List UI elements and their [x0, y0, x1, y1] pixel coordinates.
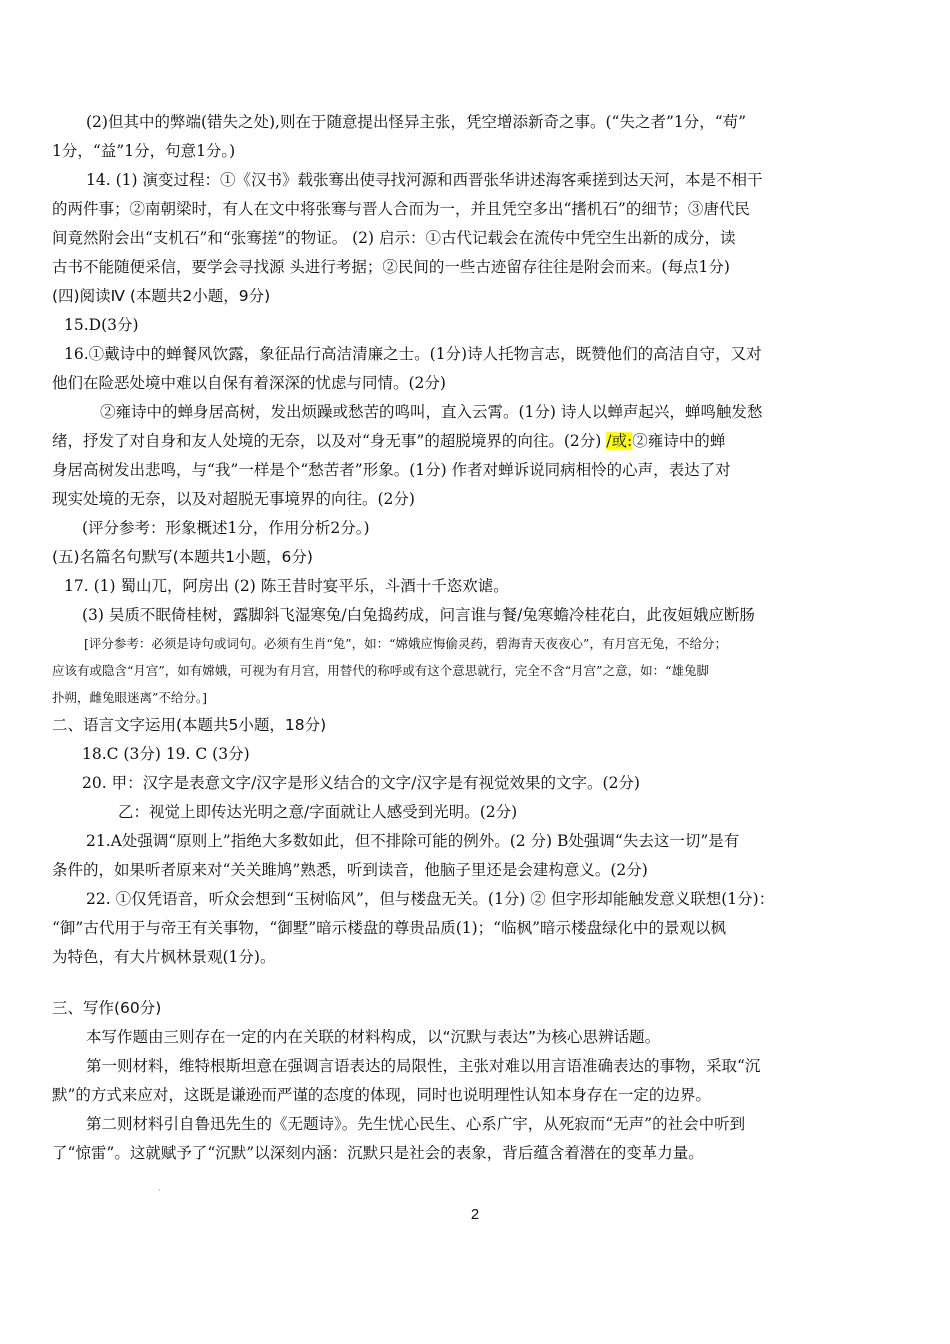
answer-13-part2-line1: (2)但其中的弊端(错失之处),则在于随意提出怪异主张，凭空增添新奇之事。(“失之者”1分，“苟” [86, 113, 747, 131]
answer-20-line2: 乙：视觉上即传达光明之意/字面就让人感受到光明。(2分) [118, 803, 518, 821]
answer-15: 15.D(3分) [64, 316, 139, 334]
answer-14-line4: 古书不能随便采信，要学会寻找源 头进行考据；②民间的一些古迹留存往往是附会而来。(每点1分) [52, 258, 730, 276]
answer-16-line4 [52, 427, 892, 456]
answer-14-line3: 间竟然附会出“支机石”和“张骞搓”的物证。 (2) 启示：①古代记载会在流传中凭空生出新的成分，读 [52, 229, 736, 247]
writing-material-2-line2: 了“惊雷”。这就赋予了“沉默”以深刻内涵：沉默只是社会的表象，背后蕴含着潜在的变革力量。 [52, 1144, 704, 1162]
writing-material-1-line2: 默”的方式来应对，这既是谦逊而严谨的态度的体现，同时也说明理性认知本身存在一定的边界。 [52, 1086, 711, 1104]
answer-16-line4-b: ②雍诗中的蝉 [632, 432, 726, 450]
answer-17-note-line1: [评分参考：必须是诗句或词句。必须有生肖“兔”，如：“嫦娥应悔偷灵药，碧海青天夜夜心”，有月宫无兔，不给分； [84, 636, 727, 651]
answer-22-line1: 22. ①仅凭语音，听众会想到“玉树临风”，但与楼盘无关。(1分) ② 但字形却能触发意义联想(1分)： [86, 890, 775, 908]
writing-material-1-line1: 第一则材料，维特根斯坦意在强调言语表达的局限性，主张对难以用言语准确表达的事物，采取“沉 [86, 1057, 761, 1075]
answer-22-line3: 为特色，有大片枫林景观(1分)。 [52, 948, 276, 966]
answer-17-line1: 17. (1) 蜀山兀，阿房出 (2) 陈王昔时宴平乐，斗酒十千恣欢谑。 [64, 577, 509, 595]
answer-16-line6: 现实处境的无奈，以及对超脱无事境界的向往。(2分) [52, 490, 415, 508]
answer-16-scoring-note: (评分参考：形象概述1分，作用分析2分。) [82, 519, 370, 537]
page-number: 2 [470, 1206, 480, 1223]
answer-18-19: 18.C (3分) 19. C (3分) [82, 745, 250, 763]
highlighted-alternative-marker: /或: [606, 432, 633, 450]
writing-material-2-line1: 第二则材料引自鲁迅先生的《无题诗》。先生忧心民生、心系广宇，从死寂而“无声”的社会中听到 [86, 1115, 746, 1133]
spacer [52, 972, 892, 994]
part-3-heading: 三、写作(60分) [52, 999, 162, 1017]
answer-14-line2: 的两件事；②南朝梁时，有人在文中将张骞与晋人合而为一，并且凭空多出“搘机石”的细节；③唐代民 [52, 200, 750, 218]
stray-dot: · [158, 1186, 161, 1195]
answer-17-note-line3: 扑朔，雌兔眼迷离”不给分。] [52, 690, 208, 705]
answer-16-line5: 身居高树发出悲鸣，与“我”一样是个“愁苦者”形象。(1分) 作者对蝉诉说同病相怜的心声，表达了对 [52, 461, 731, 479]
document-body [52, 108, 892, 1168]
answer-14-line1: 14. (1) 演变过程：①《汉书》载张骞出使寻找河源和西晋张华讲述海客乘搓到达天河，本是不相干 [86, 171, 763, 189]
answer-22-line2: “御”古代用于与帝王有关事物，“御墅”暗示楼盘的尊贵品质(1)；“临枫”暗示楼盘绿化中的景观以枫 [52, 919, 727, 937]
answer-21-line2: 条件的，如果听者原来对“关关雎鸠”熟悉，听到读音，他脑子里还是会建构意义。(2分) [52, 861, 648, 879]
writing-intro: 本写作题由三则存在一定的内在关联的材料构成，以“沉默与表达”为核心思辨话题。 [86, 1028, 661, 1046]
answer-21-line1: 21.A处强调“原则上”指绝大多数如此，但不排除可能的例外。(2 分) B处强调“失去这一切”是有 [86, 832, 740, 850]
answer-13-part2-line2: 1分，“益”1分，句意1分。) [52, 142, 236, 160]
answer-16-line4-a: 绪，抒发了对自身和友人处境的无奈，以及对“身无事”的超脱境界的向往。(2分) [52, 432, 607, 450]
section-5-heading: (五)名篇名句默写(本题共1小题，6分) [52, 548, 313, 566]
answer-16-line2: 他们在险恶处境中难以自保有着深深的忧虑与同情。(2分) [52, 374, 446, 392]
part-2-heading: 二、语言文字运用(本题共5小题，18分) [52, 716, 327, 734]
answer-20-line1: 20. 甲：汉字是表意文字/汉字是形义结合的文字/汉字是有视觉效果的文字。(2分) [82, 774, 640, 792]
section-4-heading: (四)阅读Ⅳ (本题共2小题，9分) [52, 287, 271, 305]
answer-16-line3: ②雍诗中的蝉身居高树，发出烦躁或愁苦的鸣叫，直入云霄。(1分) 诗人以蝉声起兴，蝉鸣触发愁 [100, 403, 763, 421]
answer-16-line1: 16.①戴诗中的蝉餐风饮露，象征品行高洁清廉之士。(1分)诗人托物言志，既赞他们的高洁自守，又对 [64, 345, 762, 363]
answer-17-line2: (3) 吴质不眠倚桂树，露脚斜飞湿寒兔/白兔捣药成，问言谁与餐/兔寒蟾冷桂花白，此夜姮娥应断肠 [82, 606, 755, 624]
answer-17-note-line2: 应该有或隐含“月宫”，如有嫦娥，可视为有月宫，用替代的称呼或有这个意思就行，完全不含“月宫”之意，如：“雄兔脚 [52, 663, 709, 678]
